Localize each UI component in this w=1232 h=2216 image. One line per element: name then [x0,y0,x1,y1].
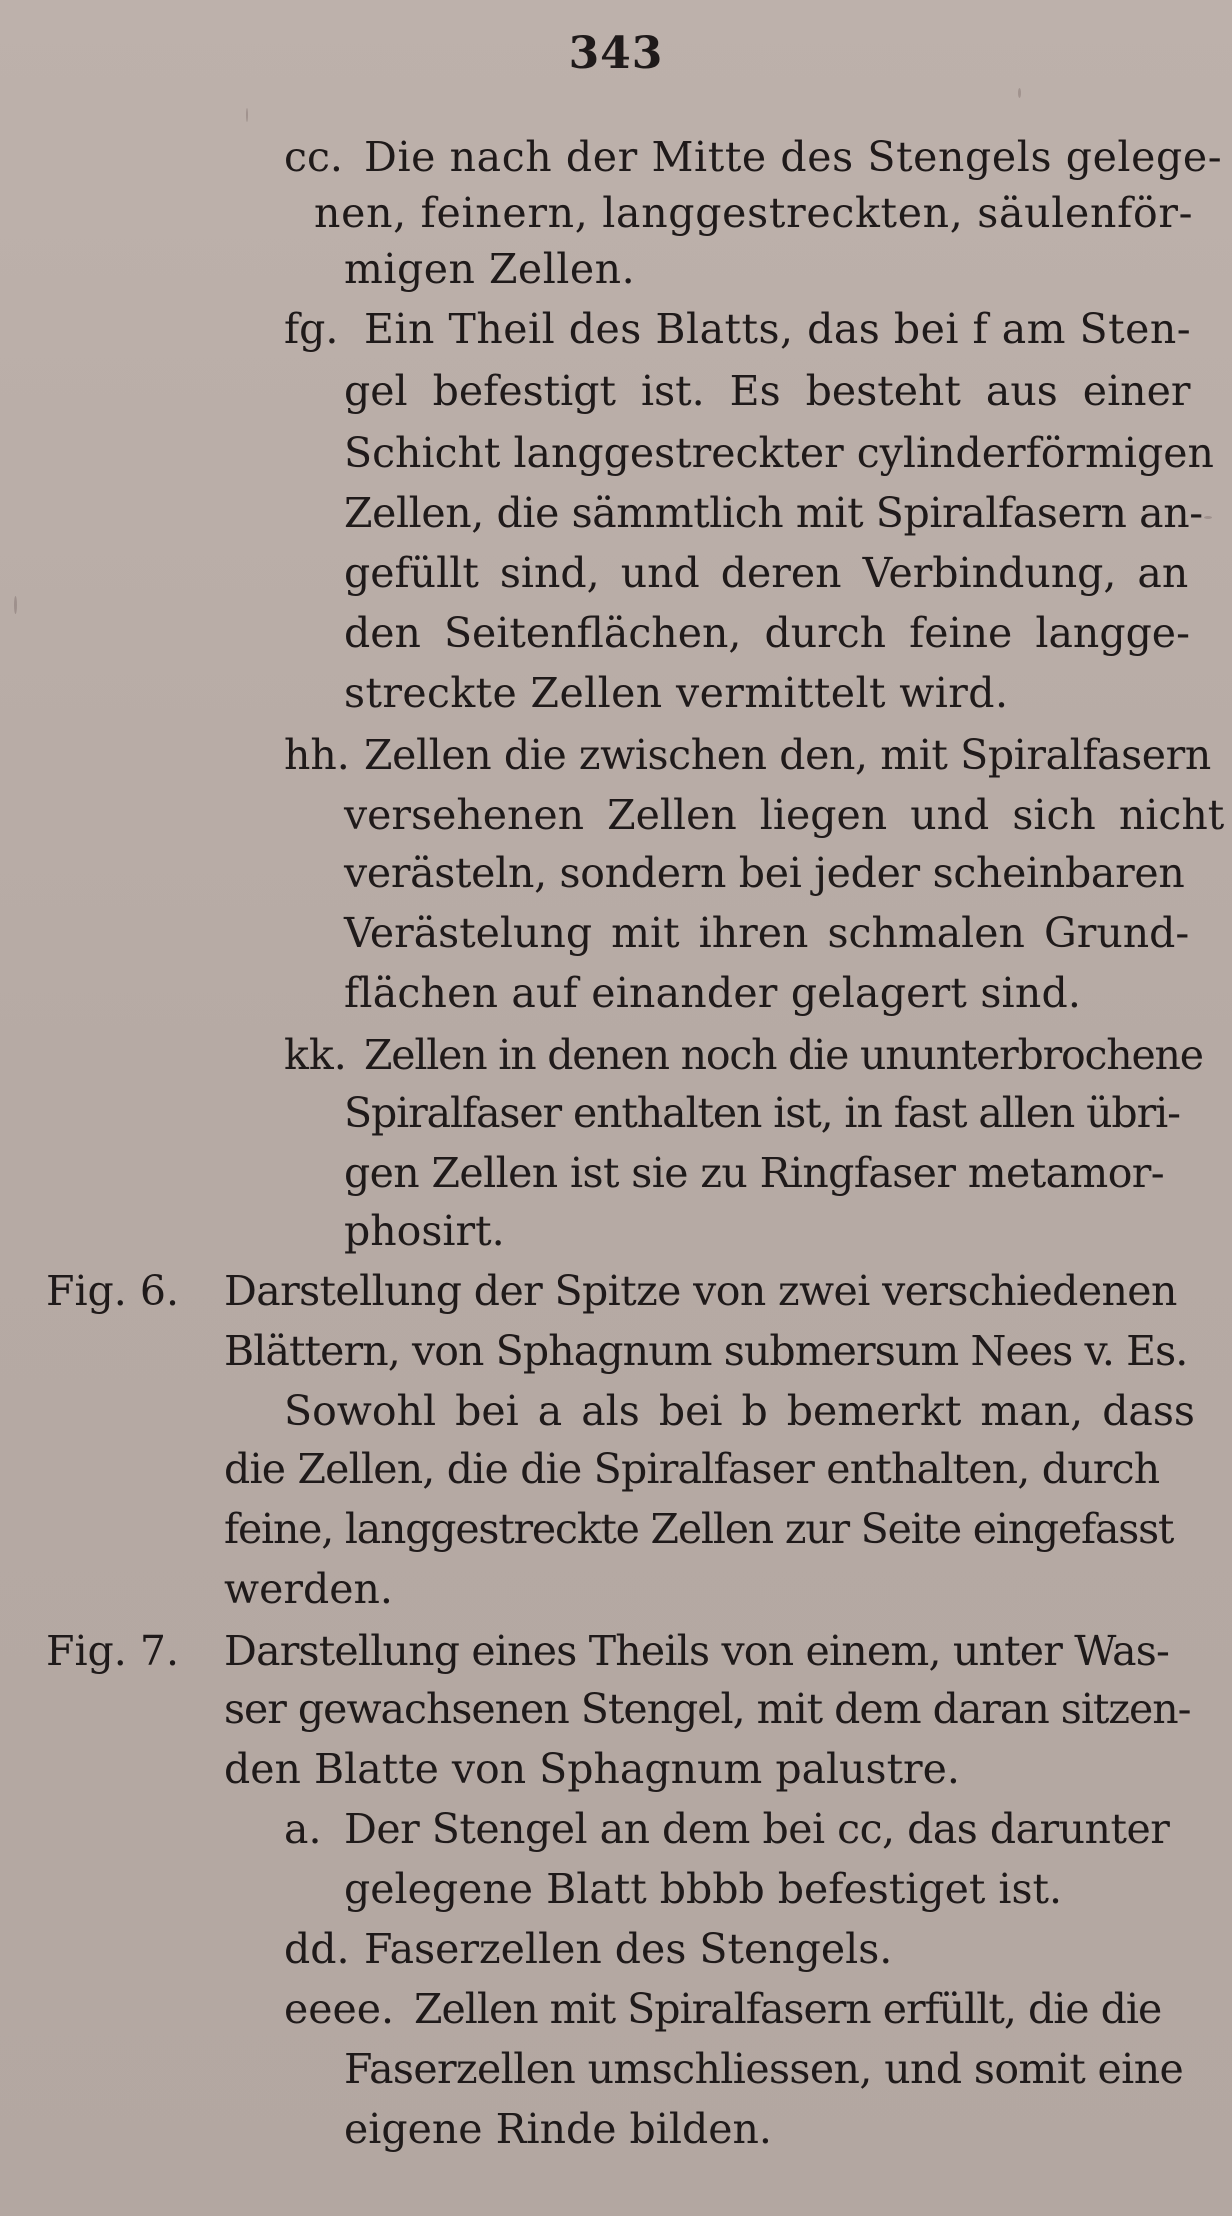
ink-speck [14,596,17,614]
entry-fg-line-4: Zellen, die sämmtlich mit Spiralfasern an- [344,489,1203,537]
entry-label-a: a. [284,1805,322,1853]
entry-fg-line-1: Ein Theil des Blatts, das bei f am Sten- [364,305,1192,353]
entry-hh-line-1: Zellen die zwischen den, mit Spiralfasern [364,731,1211,779]
fig-6-label: Fig. 6. [46,1267,179,1315]
fig-7-line-2: ser gewachsenen Stengel, mit dem daran sitzen- [224,1685,1191,1733]
entry-fg-line-7: streckte Zellen vermittelt wird. [344,669,1009,717]
entry-fg-line-6: den Seitenflächen, durch feine langge- [344,609,1190,657]
fig-6-line-2: Blättern, von Sphagnum submersum Nees v. Es. [224,1327,1188,1375]
entry-kk-line-4: phosirt. [344,1207,505,1255]
page-number: 343 [568,28,664,79]
entry-hh-line-2: versehenen Zellen liegen und sich nicht [344,791,1225,839]
entry-dd-line-1: Faserzellen des Stengels. [364,1925,893,1973]
entry-eeee-line-1: Zellen mit Spiralfasern erfüllt, die die [414,1985,1162,2033]
entry-kk-line-2: Spiralfaser enthalten ist, in fast allen übri- [344,1089,1180,1137]
fig-6-line-5: feine, langgestreckte Zellen zur Seite eingefasst [224,1505,1174,1553]
ink-speck [1204,516,1212,519]
entry-cc-line-1: Die nach der Mitte des Stengels gelege- [364,133,1223,181]
entry-fg-line-2: gel befestigt ist. Es besteht aus einer [344,367,1191,415]
entry-cc-line-2: nen, feinern, langgestreckten, säulenför- [314,189,1194,237]
entry-label-hh: hh. [284,731,350,779]
fig-6-line-4: die Zellen, die die Spiralfaser enthalten, durch [224,1445,1160,1493]
fig-7-label: Fig. 7. [46,1627,179,1675]
fig-6-line-1: Darstellung der Spitze von zwei verschiedenen [224,1267,1177,1315]
fig-7-line-1: Darstellung eines Theils von einem, unter Was- [224,1627,1170,1675]
entry-eeee-line-3: eigene Rinde bilden. [344,2105,772,2153]
entry-hh-line-4: Verästelung mit ihren schmalen Grund- [344,909,1190,957]
entry-label-cc: cc. [284,133,343,181]
entry-label-kk: kk. [284,1031,347,1079]
entry-kk-line-1: Zellen in denen noch die ununterbrochene [364,1031,1203,1079]
ink-speck [1018,88,1021,98]
entry-hh-line-5: flächen auf einander gelagert sind. [344,969,1082,1017]
entry-fg-line-5: gefüllt sind, und deren Verbindung, an [344,549,1189,597]
entry-a-line-1: Der Stengel an dem bei cc, das darunter [344,1805,1170,1853]
fig-6-line-6: werden. [224,1565,393,1613]
entry-kk-line-3: gen Zellen ist sie zu Ringfaser metamor- [344,1149,1165,1197]
fig-7-line-3: den Blatte von Sphagnum palustre. [224,1745,960,1793]
entry-a-line-2: gelegene Blatt bbbb befestiget ist. [344,1865,1063,1913]
entry-cc-line-3: migen Zellen. [344,245,636,293]
fig-6-line-3: Sowohl bei a als bei b bemerkt man, dass [284,1387,1195,1435]
entry-label-fg: fg. [284,305,339,353]
entry-eeee-line-2: Faserzellen umschliessen, und somit eine [344,2045,1184,2093]
entry-label-eeee: eeee. [284,1985,395,2033]
ink-speck [246,108,248,122]
entry-fg-line-3: Schicht langgestreckter cylinderförmigen [344,429,1214,477]
entry-label-dd: dd. [284,1925,350,1973]
entry-hh-line-3: verästeln, sondern bei jeder scheinbaren [344,849,1185,897]
